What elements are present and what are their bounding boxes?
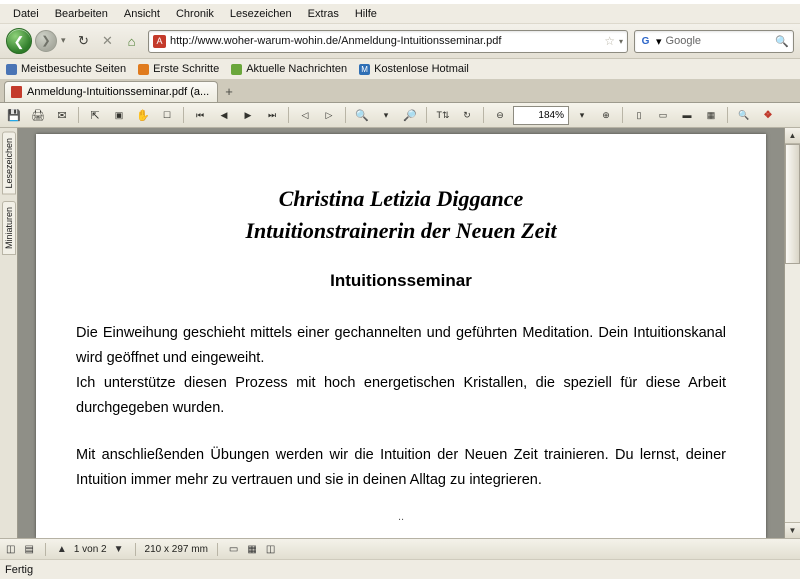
document-subtitle: Intuitionsseminar: [330, 271, 472, 291]
document-title-line1: Christina Letizia Diggance: [278, 186, 524, 211]
document-paragraph-3: Mit anschließenden Übungen werden wir die Intuition der Neuen Zeit trainieren. Du lernst, deiner Intuition immer mehr zu vertrauen und sie in deinen Alltag zu integrieren.: [76, 447, 726, 489]
page-display-icon[interactable]: ▯: [636, 109, 642, 120]
status-separator: [217, 543, 218, 556]
tab-anmeldung-intuitionsseminar[interactable]: [4, 81, 218, 102]
bookmark-erste-schritte[interactable]: [138, 63, 219, 75]
pdf-viewport[interactable]: [18, 128, 784, 538]
toolbar-separator: [78, 107, 79, 123]
status-separator: [135, 543, 136, 556]
search-engine-dropdown-icon[interactable]: ▾: [656, 35, 662, 48]
browser-window: [0, 4, 800, 579]
status-text: Fertig: [5, 563, 34, 576]
last-page-icon[interactable]: ⏭: [267, 109, 277, 120]
reload-icon[interactable]: ↻: [78, 33, 89, 48]
fit-width-icon[interactable]: ▬: [682, 110, 692, 120]
page-indicator: 1 von 2: [73, 543, 107, 555]
fit-page-icon[interactable]: ▭: [658, 109, 668, 120]
document-paragraph-1: Die Einweihung geschieht mittels einer gechannelten und geführten Meditation. Dein Intuitionskanal wird geöffnet und eingeweiht.: [76, 325, 726, 367]
save-icon[interactable]: 💾: [7, 109, 21, 122]
page-size-label: 210 x 297 mm: [144, 543, 208, 555]
search-bar[interactable]: [634, 30, 794, 53]
bookmark-aktuelle-nachrichten[interactable]: [231, 63, 347, 75]
hand-tool-icon[interactable]: ✋: [136, 109, 150, 122]
scroll-up-icon[interactable]: ▲: [785, 128, 800, 144]
sidebar-toggle-icon[interactable]: ◫: [6, 543, 16, 555]
acrobat-logo-icon[interactable]: ❖: [763, 109, 773, 121]
toolbar-separator: [288, 107, 289, 123]
toolbar-separator: [345, 107, 346, 123]
bookmark-label: Meistbesuchte Seiten: [21, 63, 127, 75]
pdf-icon: [11, 86, 22, 98]
first-page-icon[interactable]: ⏮: [195, 109, 205, 120]
tab-strip: [0, 80, 800, 103]
marquee-zoom-icon[interactable]: ☐: [162, 109, 172, 120]
bookmark-kostenlose-hotmail[interactable]: [359, 63, 469, 75]
previous-view-icon[interactable]: ◁: [301, 109, 309, 120]
minus-icon[interactable]: ⊖: [496, 109, 504, 120]
toolbar-separator: [483, 107, 484, 123]
navigation-panel-icon[interactable]: ▤: [24, 543, 34, 555]
toolbar-separator: [622, 107, 623, 123]
toolbar-separator: [183, 107, 184, 123]
layout-icon[interactable]: ▦: [706, 109, 716, 120]
bookmark-label: Kostenlose Hotmail: [374, 63, 469, 75]
zoom-in-icon[interactable]: 🔎: [403, 109, 417, 122]
chevron-down-icon[interactable]: ▾: [618, 36, 623, 46]
toolbar-separator: [727, 107, 728, 123]
bookmark-label: Aktuelle Nachrichten: [246, 63, 348, 75]
scroll-down-icon[interactable]: ▼: [785, 522, 800, 538]
plus-icon[interactable]: ⊕: [602, 109, 610, 120]
zoom-dropdown-icon[interactable]: ▾: [383, 109, 389, 120]
pdf-side-tabs: [0, 128, 18, 538]
continuous-page-icon[interactable]: ▦: [247, 543, 257, 555]
chevron-down-icon[interactable]: ▾: [579, 109, 585, 120]
scrollbar-thumb[interactable]: [785, 144, 800, 264]
home-icon[interactable]: ⌂: [127, 33, 136, 49]
stop-icon[interactable]: ✕: [102, 33, 113, 48]
pdf-main-area: [0, 128, 800, 538]
rotate-icon[interactable]: ↻: [463, 109, 471, 120]
new-tab-button[interactable]: +: [225, 84, 233, 99]
document-paragraph-2: Ich unterstütze diesen Prozess mit hoch energetischen Kristallen, die speziell für diese Arbeit durchgegeben wurden.: [76, 375, 726, 417]
menu-bearbeiten[interactable]: Bearbeiten: [54, 7, 108, 20]
menu-datei[interactable]: Datei: [13, 7, 39, 20]
pdf-favicon-icon: A: [153, 35, 166, 48]
paragraph-gap: [76, 421, 726, 443]
folder-star-icon: [6, 64, 17, 75]
url-text[interactable]: http://www.woher-warum-wohin.de/Anmeldung-Intuitionsseminar.pdf: [170, 35, 502, 47]
bookmark-meistbesuchte-seiten[interactable]: [6, 63, 126, 75]
back-arrow-icon[interactable]: ❮: [6, 28, 32, 54]
firefox-icon: [138, 64, 149, 75]
menu-chronik[interactable]: Chronik: [175, 7, 214, 20]
menu-lesezeichen[interactable]: Lesezeichen: [229, 7, 292, 20]
bookmark-label: Erste Schritte: [153, 63, 220, 75]
search-input[interactable]: Google: [665, 35, 702, 47]
pdf-page: [36, 134, 766, 538]
text-size-icon[interactable]: T⇅: [436, 109, 450, 120]
find-icon[interactable]: 🔍: [738, 109, 750, 120]
print-icon[interactable]: 🖨: [31, 109, 45, 122]
previous-page-icon[interactable]: ◀: [220, 109, 228, 120]
document-footer-dots: ..: [397, 511, 405, 523]
history-dropdown-icon[interactable]: ▾: [61, 34, 66, 45]
document-body: [76, 321, 726, 493]
menu-extras[interactable]: Extras: [307, 7, 339, 20]
star-icon[interactable]: ☆: [604, 34, 615, 48]
navigation-toolbar: [0, 24, 800, 59]
page-up-icon[interactable]: ▲: [56, 543, 67, 555]
tab-label: Anmeldung-Intuitionsseminar.pdf (a...: [27, 86, 210, 98]
menu-ansicht[interactable]: Ansicht: [123, 7, 160, 20]
status-separator: [45, 543, 46, 556]
sidebar-tab-miniaturen[interactable]: Miniaturen: [2, 201, 16, 255]
page-down-icon[interactable]: ▼: [113, 543, 124, 555]
browser-status-bar: [0, 559, 800, 579]
document-title-line2: Intuitionstrainerin der Neuen Zeit: [245, 217, 557, 243]
pdf-vertical-scrollbar[interactable]: [784, 128, 800, 538]
next-view-icon[interactable]: ▷: [325, 109, 333, 120]
pdf-status-bar: [0, 538, 800, 559]
next-page-icon[interactable]: ▶: [244, 109, 252, 120]
zoom-out-icon[interactable]: 🔍: [355, 109, 369, 122]
magnifier-icon[interactable]: 🔍: [775, 35, 789, 48]
zoom-level-input[interactable]: 184%: [513, 106, 569, 125]
rss-icon: [231, 64, 242, 75]
sidebar-tab-lesezeichen[interactable]: Lesezeichen: [2, 132, 16, 195]
toolbar-separator: [426, 107, 427, 123]
url-bar[interactable]: [148, 30, 628, 53]
menu-hilfe[interactable]: Hilfe: [354, 7, 377, 20]
pdf-toolbar: [0, 103, 800, 128]
single-page-icon[interactable]: ▭: [228, 543, 239, 555]
forward-arrow-icon[interactable]: ❯: [35, 30, 57, 52]
google-icon[interactable]: G: [641, 35, 650, 47]
scrollbar-track[interactable]: [785, 144, 800, 522]
facing-page-icon[interactable]: ◫: [265, 543, 276, 555]
bookmarks-bar: [0, 59, 800, 80]
snapshot-icon[interactable]: ▣: [114, 109, 124, 120]
select-tool-icon[interactable]: ⇱: [90, 109, 100, 122]
email-icon[interactable]: ✉: [57, 109, 67, 122]
menu-bar: [0, 4, 800, 24]
hotmail-icon: M: [359, 64, 370, 75]
